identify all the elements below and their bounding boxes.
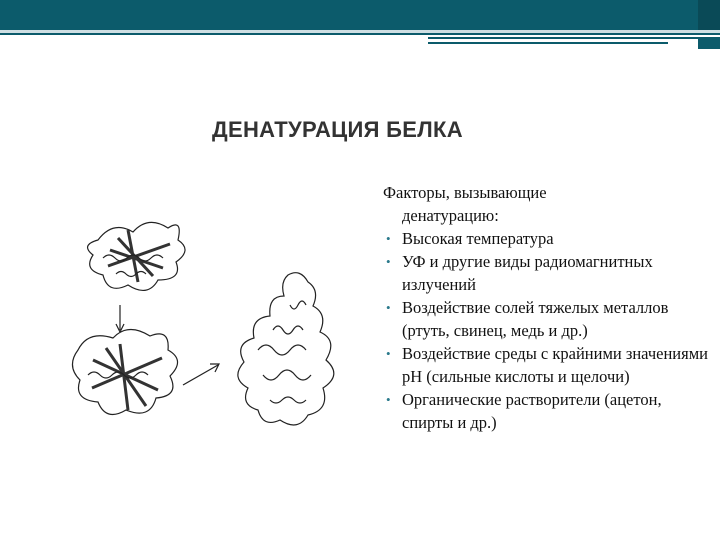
list-item-text: Воздействие среды с крайними значениями pH (сильные кислоты и щелочи) bbox=[402, 344, 708, 386]
list-item-text: Воздействие солей тяжелых металлов (ртуть, свинец, медь и др.) bbox=[402, 298, 669, 340]
list-item bbox=[383, 227, 708, 250]
bullet-icon: • bbox=[386, 300, 391, 315]
denatured-protein-icon bbox=[238, 273, 334, 425]
banner-accent bbox=[698, 0, 720, 30]
factors-list bbox=[383, 227, 708, 434]
bullet-icon: • bbox=[386, 231, 391, 246]
list-item-text: УФ и другие виды радиомагнитных излучений bbox=[402, 252, 653, 294]
list-item bbox=[383, 388, 708, 434]
header-rule-short bbox=[428, 42, 668, 44]
native-protein-icon bbox=[88, 222, 185, 290]
bullet-icon: • bbox=[386, 392, 391, 407]
top-banner bbox=[0, 0, 720, 30]
list-item bbox=[383, 342, 708, 388]
slide-title: ДЕНАТУРАЦИЯ БЕЛКА bbox=[212, 117, 463, 142]
intro-line-2: денатурацию: bbox=[402, 206, 499, 225]
header-corner-block bbox=[698, 37, 720, 49]
bullet-icon: • bbox=[386, 346, 391, 361]
arrow-right-icon bbox=[183, 364, 219, 385]
list-item-text: Органические растворители (ацетон, спирты и др.) bbox=[402, 390, 662, 432]
header-rule bbox=[428, 37, 720, 39]
list-item bbox=[383, 250, 708, 296]
list-item-text: Высокая температура bbox=[402, 229, 554, 248]
intro-line-1: Факторы, вызывающие bbox=[383, 183, 547, 202]
protein-denaturation-illustration-icon bbox=[58, 210, 368, 470]
banner-stripe-dark bbox=[0, 33, 720, 35]
factors-text bbox=[383, 181, 708, 434]
arrow-down-icon bbox=[116, 305, 124, 332]
list-item bbox=[383, 296, 708, 342]
bullet-icon: • bbox=[386, 254, 391, 269]
hydrated-protein-icon bbox=[72, 329, 177, 414]
